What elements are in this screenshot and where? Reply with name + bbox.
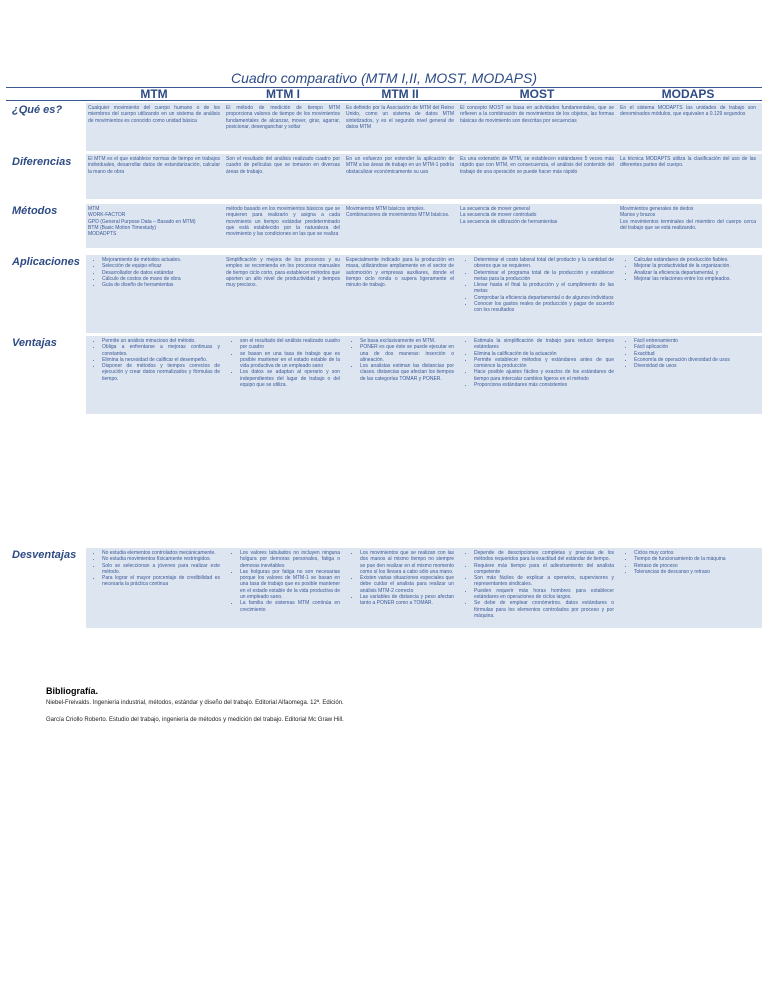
cell-text: Es definido por la Asociación de MTM del Reino Unido, como un sistema de datos MTM sintetizados, y es el segundo nivel general de datos MTM <box>346 105 454 130</box>
list-item: • Estimula la simplificación de trabajo para reducir tiempos estándares <box>474 338 614 351</box>
list-item: • Cálculo de costos de mano de obra <box>102 276 220 282</box>
table-cell-modaps <box>620 338 756 369</box>
cell-line: La secuencia de utilización de herramientas <box>460 218 558 225</box>
table-cell-mtm <box>88 257 220 288</box>
list-item: • Disponer de métodos y tiempos correctos de ejecución y crear datos normalizados y fórmulas de tiempo. <box>102 363 220 382</box>
list-item: • Se basa exclusivamente en MTM. <box>360 338 454 344</box>
cell-line: BTM (Basic Motion Timestudy) <box>88 224 157 231</box>
list-item: • Obliga a enfrentarse a mejoras continuas y constantes. <box>102 344 220 357</box>
list-item: • Ciclos muy cortos <box>634 550 756 556</box>
cell-text: El método de medición de tiempo MTM proporciona valores de tiempo de los movimientos fundamentales de alcanzar, mover, girar, agarrar, posicionar, desenganchar y soltar <box>226 105 340 130</box>
bullet-list <box>346 550 454 607</box>
column-header-most: MOST <box>519 87 555 101</box>
list-item: • Tiempo de funcionamiento de la máquina <box>634 556 756 562</box>
list-item: • Mejorar las relaciones entre los empleados. <box>634 276 756 282</box>
table-cell-most <box>460 338 614 388</box>
column-header-modaps: MODAPS <box>661 87 715 101</box>
list-item: • No estudia movimientos físicamente restringidos. <box>102 556 220 562</box>
list-item: • son el resultado del análisis realizado cuadro por cuadro <box>240 338 340 351</box>
table-cell-most <box>460 550 614 619</box>
list-item: • Las holguras por fatiga no son necesarias porque los valores de MTM-1 se basan en una tasa de trabajo que es posible mantener en el estado estable de la vida productiva de un empleado sano. <box>240 569 340 600</box>
list-item: • Retraso de proceso <box>634 563 756 569</box>
cell-text: El concepto MOST se basa en actividades fundamentales, que se refieren a la combinación de movimientos de los objetos, las formas básicas de movimiento son descritas por secuencias <box>460 105 614 124</box>
cell-text: La técnica MODAPTS utiliza la clasificación del uso de las diferentes partes del cuerpo. <box>620 156 756 169</box>
table-cell-mtm-i <box>226 257 340 288</box>
table-cell-mtm-i <box>226 105 340 130</box>
list-item: • Existen varias situaciones especiales que debe cuidar el analista para realizar un análisis MTM-2 correcto <box>360 575 454 594</box>
list-item: • Analizar la eficiencia departamental, y <box>634 270 756 276</box>
bullet-list <box>88 257 220 288</box>
list-item: • Guía de diseño de herramientas <box>102 282 220 288</box>
row-label: Aplicaciones <box>12 256 80 268</box>
bullet-list <box>460 550 614 619</box>
list-item: • Las variables de distancia y peso afectan tanto a PONER como a TOMAR. <box>360 594 454 607</box>
table-cell-mtm-i <box>226 156 340 175</box>
cell-line: Los movimientos terminales del miembro del cuerpo cerca del trabajo que se está realizando. <box>620 218 756 231</box>
list-item: • Desarrollador de datos estándar <box>102 270 220 276</box>
cell-text: método basado en los movimientos básicos que se requieren para realizarlo y asigna a cada movimiento un tiempo estándar predeterminado que está establecido por la naturaleza del movimiento y las condiciones en las que se realiza <box>226 206 340 238</box>
cell-line: WORK-FACTOR <box>88 212 126 219</box>
cell-text: Cualquier movimiento del cuerpo humano o de los miembros del cuerpo utilizando en un sistema de análisis de movimientos es conocido como unidad básica <box>88 105 220 124</box>
bibliography-title: Bibliografía. <box>46 686 99 696</box>
bibliography-entry: García Criollo Roberto. Estudio del trabajo, ingeniería de métodos y medición del trabajo. Editorial Mc Graw Hill. <box>46 717 344 723</box>
table-cell-mtm-ii <box>346 257 454 288</box>
list-item: • Elimina la necesidad de calificar el desempeño. <box>102 357 220 363</box>
table-cell-mtm-i <box>226 206 340 237</box>
list-item: • Permite un análisis minucioso del método. <box>102 338 220 344</box>
table-cell-mtm <box>88 156 220 175</box>
list-item: • PONER es que éste se puede ejecutar en una de dos maneras: inserción o alineación. <box>360 344 454 363</box>
list-item: • Exactitud <box>634 351 756 357</box>
list-item: • Diversidad de usos <box>634 363 756 369</box>
list-item: • Pueden requerir más horas hombres para establecer estándares en operaciones de ciclos largos. <box>474 588 614 601</box>
row-label: Métodos <box>12 205 58 217</box>
list-item: • Los datos se adaptan al operario y son independientes del lugar de trabajo o del equipo que se utiliza. <box>240 369 340 388</box>
column-header-mtm-i: MTM I <box>266 87 300 101</box>
table-cell-mtm-ii <box>346 550 454 607</box>
list-item: • Depende de descripciones completas y precisas de los métodos requeridos para la exactitud del estándar de tiempo. <box>474 550 614 563</box>
cell-line: Combinaciones de movimientos MTM básicos. <box>346 212 450 219</box>
bullet-list <box>226 338 340 388</box>
cell-text: En un esfuerzo por extender la aplicación de MTM a las áreas de trabajo en un MTM-1 podría obstaculizar económicamente su uso <box>346 156 454 175</box>
list-item: • Mejoramiento de métodos actuales. <box>102 257 220 263</box>
table-cell-most <box>460 257 614 314</box>
row-label: ¿Qué es? <box>12 104 63 116</box>
table-cell-mtm <box>88 550 220 588</box>
list-item: • Llevar hasta el final la producción y el cumplimiento de las metas <box>474 282 614 295</box>
column-header-mtm-ii: MTM II <box>381 87 419 101</box>
table-cell-mtm-ii <box>346 105 454 130</box>
list-item: • Son más fáciles de explicar a operarios, supervisores y representantes sindicales. <box>474 575 614 588</box>
row-label: Desventajas <box>12 549 77 561</box>
table-cell-mtm-i <box>226 550 340 613</box>
cell-text: En el sistema MODAPTS las unidades de trabajo son denominados módulos, que equivalen a 0.129 segundos <box>620 105 756 118</box>
bullet-list <box>620 338 756 369</box>
cell-text: Simplificación y mejora de los procesos y su empleo se recomienda en los procesos manuales de tiempo ciclo corto, para establecer métodos que aporten un alto nivel de productividad y tiempos muy precisos. <box>226 257 340 289</box>
bullet-list <box>346 338 454 382</box>
cell-line: MODADPTS <box>88 231 117 238</box>
cell-line: Manos y brazos <box>620 212 656 219</box>
list-item: • Se debe de emplear cronómetros. datos estándares o fórmulas para los elementos controlados por proceso y por máquina. <box>474 600 614 619</box>
bullet-list <box>620 257 756 282</box>
table-cell-mtm-ii <box>346 156 454 175</box>
list-item: • Los analistas estiman las distancias por clases. distancias que afectan los tiempos de las categorías TOMAR y PONER. <box>360 363 454 382</box>
list-item: • La familia de sistemas MTM continúa en crecimiento <box>240 600 340 613</box>
list-item: • se basan en una tasa de trabajo que es posible mantener en el estado estable de la vida productiva de un empleado sano <box>240 351 340 370</box>
column-header-mtm: MTM <box>140 87 168 101</box>
list-item: • Calcular estándares de producción fiables. <box>634 257 756 263</box>
bullet-list <box>460 338 614 388</box>
table-cell-mtm <box>88 105 220 124</box>
bullet-list <box>620 550 756 575</box>
list-item: • Fácil aplicación <box>634 344 756 350</box>
list-item: • Solo se seleccionan a jóvenes para realizar este método. <box>102 563 220 576</box>
bullet-list <box>460 257 614 314</box>
list-item: • Para lograr el mayor porcentaje de credibilidad es necesaria la práctica continua <box>102 575 220 588</box>
table-cell-modaps <box>620 105 756 118</box>
cell-text: El MTM es el que establece normas de tiempo en trabajos individuales, desarrollar datos de estandarización, calcular la mano de obra <box>88 156 220 175</box>
cell-line: MTM <box>88 206 100 212</box>
table-cell-mtm-ii <box>346 338 454 382</box>
cell-text: Especialmente indicado para la producción en masa, utilizándose ampliamente en el sector de automoción y empresas auxiliares, donde el tiempo ciclo ronda o supera ligeramente el minuto de trabajo. <box>346 257 454 289</box>
cell-line: La secuencia de mover controlado <box>460 212 537 219</box>
list-item: • Los valores tabulados no incluyen ninguna holgura por demoras personales, fatiga o demoras inevitables <box>240 550 340 569</box>
cell-text: Es una extensión de MTM, se establecen estándares 5 veces más rápido que con MTM, en consecuencia, el análisis del contenido del trabajo de una operación se puede hacer más rápido <box>460 156 614 175</box>
cell-line: GPD (General Purpose Data – Basado en MTM) <box>88 218 196 225</box>
list-item: • Hace posible ajustes fáciles y exactos de los estándares de tiempo para intercalar cambios ligeros en el método <box>474 369 614 382</box>
list-item: • Requiere más tiempo para el adiestramiento del analista competente <box>474 563 614 576</box>
bullet-list <box>88 550 220 588</box>
table-cell-most <box>460 156 614 175</box>
list-item: • Tolerancias de descanso y retraso <box>634 569 756 575</box>
table-cell-most <box>460 105 614 124</box>
table-cell-mtm <box>88 338 220 382</box>
table-cell-mtm-i <box>226 338 340 388</box>
table-cell-modaps <box>620 156 756 169</box>
list-item: • Selección de equipo eficaz <box>102 263 220 269</box>
page-title: Cuadro comparativo (MTM I,II, MOST, MODAPS) <box>231 70 537 86</box>
bullet-list <box>226 550 340 613</box>
list-item: • Los movimientos que se realizan con las dos manos al mismo tiempo no siempre se pue den realizar en el mismo momento como sí los llevara a cabo sólo una mano. <box>360 550 454 575</box>
list-item: • Determinar el programa total de la producción y establecer metas para la producción <box>474 270 614 283</box>
row-label: Diferencias <box>12 156 72 168</box>
list-item: • Comprobar la eficiencia departamental o de algunos individuos <box>474 295 614 301</box>
list-item: • Permite establecer métodos y estándares antes de que comience la producción <box>474 357 614 370</box>
list-item: • Proporciona estándares más consistentes <box>474 382 614 388</box>
bibliography-entry: Niebel-Freivalds. Ingeniería industrial, métodos, estándar y diseño del trabajo. Editorial Alfaomega. 12ª. Edición. <box>46 700 344 706</box>
table-cell-mtm-ii <box>346 206 454 219</box>
cell-text: Son el resultado del análisis realizado cuadro por cuadro de películas que se tomaron en diversas áreas de trabajo. <box>226 156 340 175</box>
list-item: • Conocer los gastos reales de producción y pagar de acuerdo con los resultados <box>474 301 614 314</box>
list-item: • Economía de operación diversidad de usos <box>634 357 756 363</box>
cell-line: La secuencia de mover general <box>460 206 530 212</box>
row-label: Ventajas <box>12 337 57 349</box>
table-cell-most <box>460 206 614 225</box>
table-cell-modaps <box>620 206 756 231</box>
list-item: • Determinar el costo laboral total del producto y la cantidad de obreros que se requieren. <box>474 257 614 270</box>
table-cell-modaps <box>620 257 756 282</box>
list-item: • Mejorar la productividad de la organización. <box>634 263 756 269</box>
list-item: • Elimina la calificación de la actuación <box>474 351 614 357</box>
list-item: • Fácil entrenamiento <box>634 338 756 344</box>
cell-line: Movimientos MTM básicos simples. <box>346 206 425 212</box>
list-item: • No estudia elementos controlados mecánicamente. <box>102 550 220 556</box>
cell-line: Movimientos generales de dedos <box>620 206 694 212</box>
table-cell-mtm <box>88 206 220 237</box>
bullet-list <box>88 338 220 382</box>
table-cell-modaps <box>620 550 756 575</box>
